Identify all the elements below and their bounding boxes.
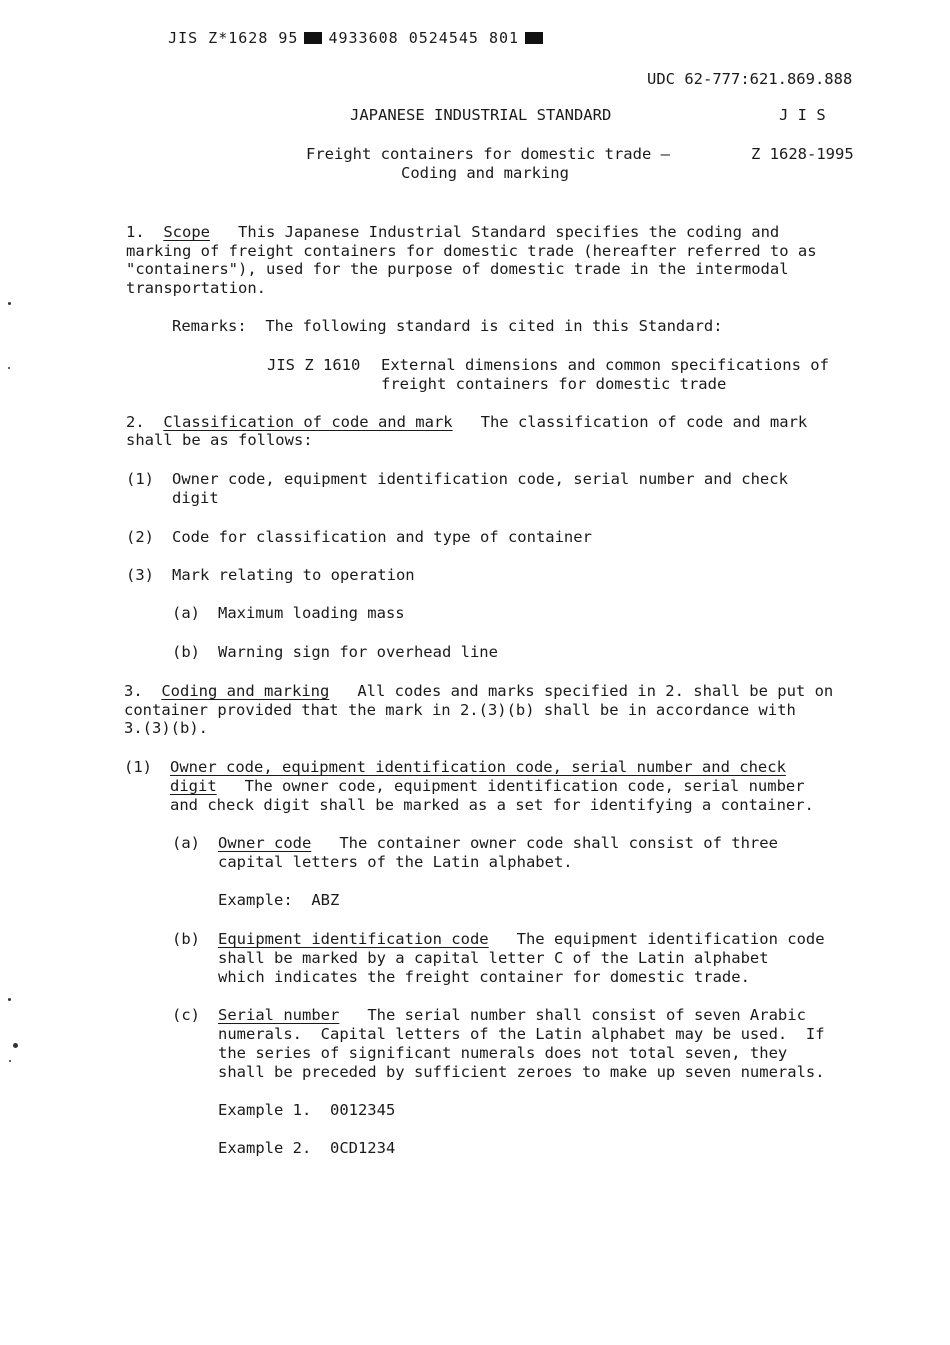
coding-line-2: container provided that the mark in 2.(3)(b) shall be in accordance with [124,701,796,719]
owner-code-example: Example: ABZ [218,891,340,909]
class-item-1-num: (1) [126,470,154,488]
serial-number-example-2: Example 2. 0CD1234 [218,1139,396,1157]
scan-speck [8,367,10,369]
cited-standard-title-1: External dimensions and common specifications of [381,356,829,374]
equipment-code-line-3: which indicates the freight container for domestic trade. [218,968,750,986]
owner-code-line-1 [218,834,778,853]
equipment-code-num: (b) [172,930,200,948]
class-subitem-a-text: Maximum loading mass [218,604,405,622]
serial-number-heading: Serial number [218,1006,340,1024]
coding-item-1-heading-text: Owner code, equipment identification code, serial number and check [170,758,786,776]
scope-text-1: This Japanese Industrial Standard specifies the coding and [238,223,780,241]
serial-number-line-2: numerals. Capital letters of the Latin alphabet may be used. If [218,1025,825,1043]
equipment-code-text-1: The equipment identification code [516,930,825,948]
class-item-3-text: Mark relating to operation [172,566,415,584]
serial-number-num: (c) [172,1006,200,1024]
scope-line-1 [126,223,779,242]
serial-number-line-3: the series of significant numerals does not total seven, they [218,1044,788,1062]
class-item-3-num: (3) [126,566,154,584]
scope-number: 1. [126,223,145,241]
class-item-2-text: Code for classification and type of container [172,528,592,546]
header-numbers: 4933608 0524545 801 [328,29,520,47]
scan-speck [9,1060,11,1062]
classification-text-1: The classification of code and mark [480,413,808,431]
scope-line-3: "containers"), used for the purpose of domestic trade in the intermodal [126,260,789,278]
scan-speck [13,1043,18,1048]
remarks-line [172,317,723,336]
subject-line-2: Coding and marking [401,164,569,182]
coding-text-1: All codes and marks specified in 2. shall be put on [357,682,834,700]
header-block-mark [304,32,322,44]
owner-code-text-1: The container owner code shall consist of three [339,834,778,852]
equipment-code-line-1 [218,930,825,949]
class-item-2-num: (2) [126,528,154,546]
cited-standard-title-2: freight containers for domestic trade [381,375,727,393]
class-subitem-a-num: (a) [172,604,200,622]
class-item-1-text-2: digit [172,489,219,507]
scan-speck [8,998,11,1001]
coding-line-1 [124,682,833,701]
scope-heading: Scope [163,223,211,241]
jis-label: J I S [779,106,826,124]
scan-speck [8,302,11,305]
coding-number: 3. [124,682,143,700]
serial-number-text-1: The serial number shall consist of seven Arabic [367,1006,806,1024]
document-header [148,10,549,48]
udc-code: UDC 62-777:621.869.888 [647,70,853,88]
classification-line-2: shall be as follows: [126,431,313,449]
coding-item-1-text-2: The owner code, equipment identification code, serial number [244,777,805,795]
owner-code-line-2: capital letters of the Latin alphabet. [218,853,573,871]
coding-heading: Coding and marking [161,682,330,700]
class-subitem-b-text: Warning sign for overhead line [218,643,498,661]
coding-item-1-heading-digit: digit [170,777,217,795]
scope-line-2: marking of freight containers for domestic trade (hereafter referred to as [126,242,817,260]
serial-number-line-1 [218,1006,806,1025]
serial-number-line-4: shall be preceded by sufficient zeroes to make up seven numerals. [218,1063,825,1081]
classification-number: 2. [126,413,145,431]
header-code: JIS Z*1628 95 [168,29,299,47]
remarks-text: The following standard is cited in this Standard: [265,317,723,335]
equipment-code-line-2: shall be marked by a capital letter C of the Latin alphabet [218,949,769,967]
cited-standard-code: JIS Z 1610 [267,356,361,374]
header-block-mark-end [525,32,543,44]
standard-number: Z 1628-1995 [751,145,854,163]
coding-item-1-line-2 [170,777,805,796]
owner-code-num: (a) [172,834,200,852]
coding-line-3: 3.(3)(b). [124,719,208,737]
coding-item-1-heading-1 [170,758,786,777]
remarks-label: Remarks: [172,317,247,335]
coding-item-1-line-3: and check digit shall be marked as a set for identifying a container. [170,796,814,814]
subject-line-1: Freight containers for domestic trade — [306,145,670,163]
class-subitem-b-num: (b) [172,643,200,661]
owner-code-heading: Owner code [218,834,312,852]
equipment-code-heading: Equipment identification code [218,930,489,948]
coding-item-1-num: (1) [124,758,152,776]
scope-line-4: transportation. [126,279,266,297]
standard-title: JAPANESE INDUSTRIAL STANDARD [350,106,612,124]
classification-heading: Classification of code and mark [163,413,453,431]
class-item-1-text-1: Owner code, equipment identification code, serial number and check [172,470,788,488]
classification-line-1 [126,413,807,432]
serial-number-example-1: Example 1. 0012345 [218,1101,396,1119]
